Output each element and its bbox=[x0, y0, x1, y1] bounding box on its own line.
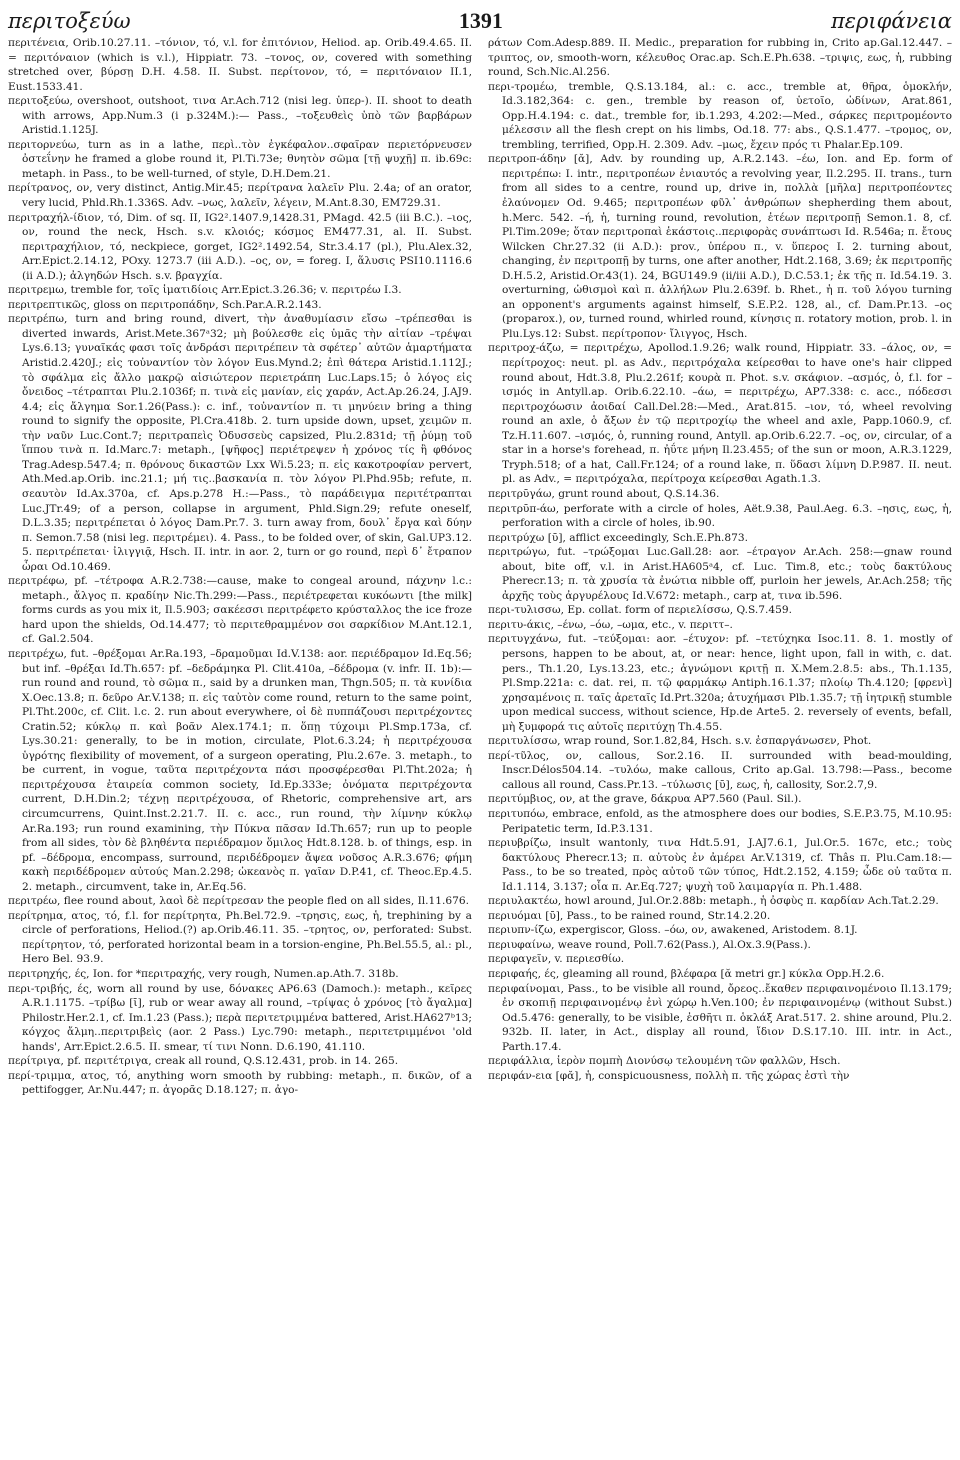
left-column bbox=[8, 36, 472, 1098]
page-number: 1391 bbox=[458, 8, 503, 33]
dictionary-entry: περιτροχ-άζω, = περιτρέχω, Apollod.1.9.26; walk round, Hippiatr. 33. –άλος, ον, = περίτροχος: neut. pl. as Adv., περιτρόχαλα κείρεσθαι to have one's hair clipped round about, Hdt.3.8, Plu.2.261f; κουρὰ π. Phot. s.v. σκάφιον. –ασμός, ὁ, f.l. for –ισμός in Antyll.ap. Orib.6.22.10. –άω, = περιτρέχω, AP7.338: c. acc., πόδεσσι περιτροχόωσιν ἀοιδαί Call.Del.28:—Med., Arat.815. –ιον, τό, wheel revolving round an axle, ὁ ἄξων ἐν τῷ περιτροχίῳ the wheel and axle, Papp.1060.9, cf. Tz.H.11.607. –ισμός, ὁ, running round, Antyll. ap.Orib.6.22.7. –ος, ον, circular, of a star in a horse's forehead, π. ἠΰτε μήνη Il.23.455; of the sun or moon, A.R.3.1229, Tryph.518; of a hat, Call.Fr.124; of a round lake, π. ὕδασι λίμνη D.P.987. II. neut. pl. as Adv., = περιτρόχαλα, περίτροχα κείρεσθαι Agath.1.3. bbox=[488, 342, 952, 486]
dictionary-entry: περιτρεμω, tremble for, τοῖς ἱματιδίοις Arr.Epict.3.26.36; v. περιτρέω I.3. bbox=[8, 284, 402, 297]
dictionary-entry: περιτρύχω [ῡ], afflict exceedingly, Sch.E.Ph.873. bbox=[488, 531, 748, 544]
entry-continuation: ράτων Com.Adesp.889. II. Medic., preparation for rubbing in, Crito ap.Gal.12.447. –τριπτος, ον, smooth-worn, κέλευθος Orac.ap. Sch.E.Ph.638. –τριψις, εως, ἡ, rubbing round, Sch.Nic.Al.256. bbox=[488, 37, 952, 79]
two-column-body bbox=[8, 36, 952, 1098]
dictionary-entry: περίτριγα, pf. περιτέτριγα, creak all round, Q.S.12.431, prob. in 14. 265. bbox=[8, 1055, 399, 1068]
dictionary-entry: περιτρώγω, fut. –τρώξομαι Luc.Gall.28: aor. –έτραγον Ar.Ach. 258:—gnaw round about, bite off, v.l. in Arist.HA605ᵃ4, cf. Luc. Tim.8, etc.; τοὺς δακτύλους Pherecr.13; π. τὰ χρυσία τὰ ἐνώτια nibble off, purloin her jewels, Ar.Ach.258; τῆς ἀρχῆς τοὺς ἀργυρέλους Id.V.672: metaph., carp at, τινα ib.596. bbox=[488, 546, 952, 602]
dictionary-entry: περιτορνεύω, turn as in a lathe, περὶ..τὸν ἐγκέφαλον..σφαῖραν περιετόρνευσεν ὀστεΐνην he framed a globe round it, Pl.Ti.73e; θνητὸν σῶμα [τῇ ψυχῇ] π. ib.69c: metaph. in Pass., to be well-turned, of style, D.H.Dem.21. bbox=[8, 138, 472, 180]
dictionary-entry: περιυλακτέω, howl around, Jul.Or.2.88b: metaph., ἡ ὀσφὺς π. καρδίαν Ach.Tat.2.29. bbox=[488, 895, 939, 908]
dictionary-entry: περιυβρίζω, insult wantonly, τινα Hdt.5.91, J.AJ7.6.1, Jul.Or.5. 167c, etc.; τοὺς δακτύλους Pherecr.13; π. αὐτοὺς ἐν ἀμέρει Ar.V.1319, cf. Thâs π. Plu.Cam.18:—Pass., to be so treated, πρὸς αὐτοῦ τῶν τύπος, Hdt.2.152, 4.159; ὧδε οὐ ταῦτα π. Id.1.114, 3.137; οἷα π. Ar.Eq.727; ψυχὴ τοῦ λαιμαργία π. Ph.1.488. bbox=[488, 837, 952, 893]
dictionary-entry: περιτυλίσσω, wrap round, Sor.1.82,84, Hsch. s.v. ἐσπαργάνωσεν, Phot. bbox=[488, 735, 872, 748]
dictionary-entry: περι-τυλισσω, Ep. collat. form of περιελίσσω, Q.S.7.459. bbox=[488, 604, 792, 617]
dictionary-entry: περιτύμβιος, ον, at the grave, δάκρυα AP7.560 (Paul. Sil.). bbox=[488, 793, 802, 806]
dictionary-entry: περιτραχήλ-ίδιον, τό, Dim. of sq. II, IG2².1407.9,1428.31, PMagd. 42.5 (iii B.C.). –ιος, ον, round the neck, Hsch. s.v. κλοιός; κόσμος EM477.31, al. II. Subst. περιτραχήλιον, τό, neckpiece, gorget, IG2².1492.54, Str.3.4.17 (pl.), Plu.Alex.32, Arr.Epict.2.14.12, POxy. 1273.7 (iii A.D.). –ος, ον, = foreg. I, ἅλυσις PSI10.1116.6 (ii A.D.); ἀλγηδών Hsch. s.v. βραγχία. bbox=[8, 211, 472, 282]
dictionary-entry: περι-τρομέω, tremble, Q.S.13.184, al.: c. acc., tremble at, θῆρα, ὁμοκλήν, Id.3.182,364: c. gen., tremble by reason of, ὑετοῖο, ὠδίνων, Arat.861, Opp.H.4.194: c. dat., tremble for, ib.1.293, 4.202:—Med., σάρκες περιτρομέοντο μέλεσσιν all the flesh crept on his limbs, Od.18. 77: abs., Q.S.1.477. –τρομος, ον, trembling, terrified, Opp.H. 2.309. Adv. –μως, ἔχειν πρός τι Phalar.Ep.109. bbox=[488, 80, 952, 151]
dictionary-entry: περί-τῦλος, ον, callous, Sor.2.16. II. surrounded with bead-moulding, Inscr.Délos504.14. –τυλόω, make callous, Crito ap.Gal. 13.798:—Pass., become callous all round, Cass.Pr.13. –τύλωσις [ῡ], εως, ἡ, callosity, Sor.2.7,9. bbox=[488, 749, 952, 791]
dictionary-entry: περιτρέω, flee round about, λαοὶ δὲ περίτρεσαν the people fled on all sides, Il.11.676. bbox=[8, 895, 469, 908]
dictionary-entry: περιφαγεῖν, v. περιεσθίω. bbox=[488, 953, 625, 966]
dictionary-entry: περιυπν-ίζω, expergiscor, Gloss. –όω, ον, awakened, Aristodem. 8.1J. bbox=[488, 924, 858, 937]
dictionary-entry: περί-τριμμα, ατος, τό, anything worn smooth by rubbing: metaph., π. δικῶν, of a pettifogger, Ar.Nu.447; π. ἀγορᾶς D.18.127; π. ἀγο- bbox=[8, 1069, 472, 1097]
dictionary-entry: περιφαίνομαι, Pass., to be visible all round, ὄρεος..ἔκαθεν περιφαινομένοιο Il.13.179; ἐν σκοπιῇ περιφαινομένῳ ἐνὶ χώρῳ h.Ven.100; ἐν περιφαινομένῳ (without Subst.) Od.5.476: generally, to be visible, ἐσθῆτι π. ὁκλάξ Arat.517. 2. shine around, Plu.2. 932b. II. later, in Act., display all round, ἴδιον D.S.17.10. III. intr. in Act., Parth.17.4. bbox=[488, 982, 952, 1053]
dictionary-entry: περιτυ-άκις, –ένω, –όω, –ωμα, etc., v. περιττ–. bbox=[488, 618, 733, 631]
dictionary-entry: περιυόμαι [ῡ], Pass., to be rained round, Str.14.2.20. bbox=[488, 909, 771, 922]
entry-continuation: περιτένεια, Orib.10.27.11. –τόνιον, τό, v.l. for ἐπιτόνιον, Heliod. ap. Orib.49.4.65. II. = περιτόναιον (which is v.l.), Hippiatr. 73. –τονος, ον, covered with something stretched over, βύρσῃ D.H. 4.58. II. Subst. περίτονον, τό, = περιτόναιον II.1, Eust.1533.41. bbox=[8, 37, 472, 93]
dictionary-entry: περίτρημα, ατος, τό, f.l. for περίτρητα, Ph.Bel.72.9. –τρησις, εως, ἡ, trephining by a circle of perforations, Heliod.(?) ap.Orib.46.11. 35. –τρητος, ον, perforated: Subst. περίτρητον, τό, perforated horizontal beam in a torsion-engine, Ph.Bel.55.5, al.: pl., Hero Bel. 93.9. bbox=[8, 909, 472, 966]
dictionary-entry: περιτυπόω, embrace, enfold, as the atmosphere does our bodies, S.E.P.3.75, M.10.95: Peripatetic term, Id.P.3.131. bbox=[488, 807, 952, 835]
dictionary-entry: περιτρέχω, fut. –θρέξομαι Ar.Ra.193, –δραμοῦμαι Id.V.138: aor. περιέδραμον Id.Eq.56; but inf. –θρέξαι Id.Th.657: pf. –δεδράμηκα Pl. Clit.410a, –δέδρομα (v. infr. II. 1b):—run round and round, τὸ σῶμα π., said by a drunken man, Thgn.505; π. τὰ κυνίδια X.Oec.13.8; π. δεῦρο Ar.V.138; π. εἰς ταὐτὸν come round, return to the same point, Pl.Tht.200c, cf. Clit. l.c. 2. run about everywhere, οἱ δὲ πυππάζουσι περιτρέχοντες Cratin.52; κύκλῳ π. καὶ βοᾶν Alex.174.1; π. ὅπῃ τύχοιμι Pl.Smp.173a, cf. Lys.30.21: generally, to be in motion, circulate, Plot.6.3.24; ἡ περιτρέχουσα ὑγρότης flexibility of movement, of a surgeon operating, Plu.2.67e. 3. metaph., to be current, in vogue, ταῦτα περιτρέχοντα πάσι προσφέρεσθαι Pl.Tht.202a; ἡ περιτρέχουσα ἑταιρεία common society, Id.Ep.333e; ὀνόματα περιτρέχοντα current, D.H.Din.2; τέχνῃ περιτρέχουσα, of Rhetoric, comprehensive art, ars circumcurrens, Quint.Inst.2.21.7. II. c. acc., run round, τὴν λίμνην κύκλῳ Ar.Ra.193; run round examining, τὴν Πύκνα πᾶσαν Id.Th.657; run up to people from all sides, τὸν δὲ βληθέντα περιέδραμον ὅμιλος Hdt.8.128. b. of things, esp. in pf. –δέδρομα, encompass, surround, περιδέδρομεν ἄψεα νοῦσος A.R.3.676; φήμη κακὴ περιδέδρομεν αὐτούς Man.2.298; ὠκεανὸς π. γαῖαν D.P.41, cf. Theoc.Ep.4.5. 2. metaph., circumvent, take in, Ar.Eq.56. bbox=[8, 647, 472, 893]
dictionary-entry: περιφάν-εια [φᾰ], ἡ, conspicuousness, πολλὴ π. τῆς χώρας ἐστὶ τὴν bbox=[488, 1069, 850, 1082]
header-first-word: περιτοξεύω bbox=[8, 9, 131, 33]
running-head bbox=[8, 8, 952, 34]
header-last-word: περιφάνεια bbox=[830, 9, 952, 33]
dictionary-entry: περιτυγχάνω, fut. –τεύξομαι: aor. –έτυχον: pf. –τετύχηκα Isoc.11. 8. 1. mostly of persons, happen to be about, at, or near: hence, light upon, fall in with, c. dat. pers., Th.1.20, Lys.13.23, etc.; ἀγνώμονι κριτῇ π. X.Mem.2.8.5: abs., Th.1.135, Pl.Smp.221a: c. dat. rei, π. τῷ φαρμάκῳ Antiph.16.1.37; πλοίῳ Th.4.120; [φρενὶ] χρησαμένοις π. ταῖς ἀρεταῖς Id.Prt.320a; ἀτυχήμασι Plb.1.35.7; τῇ ἰητρικῇ stumble upon medical success, without science, Hp.de Arte5. 2. reversely of events, befall, μὴ ξυμφορά τις αὐτοῖς περιτύχῃ Th.4.55. bbox=[488, 633, 952, 733]
dictionary-entry: περιτρεπτικῶς, gloss on περιτροπάδην, Sch.Par.A.R.2.143. bbox=[8, 298, 322, 311]
dictionary-entry: περιτοξεύω, overshoot, outshoot, τινα Ar.Ach.712 (nisi leg. ὑπερ-). II. shoot to death with arrows, App.Num.3 (i p.324M.):— Pass., –τοξευθεὶς ὑπὸ τῶν βαρβάρων Aristid.1.125J. bbox=[8, 95, 472, 137]
dictionary-entry: περιτρηχής, ές, Ion. for *περιτραχής, very rough, Numen.ap.Ath.7. 318b. bbox=[8, 968, 399, 980]
right-column bbox=[488, 36, 952, 1098]
dictionary-entry: περιφαής, ές, gleaming all round, βλέφαρα [ᾰ metri gr.] κύκλα Opp.H.2.6. bbox=[488, 968, 885, 980]
dictionary-entry: περίτρανος, ον, very distinct, Antig.Mir.45; περίτρανα λαλεῖν Plu. 2.4a; of an orator, very lucid, Phld.Rh.1.336S. Adv. –νως, λαλεῖν, λέγειν, M.Ant.8.30, EM729.31. bbox=[8, 182, 472, 210]
dictionary-entry: περιτρέφω, pf. –τέτροφα A.R.2.738:—cause, make to congeal around, πάχνην l.c.: metaph., ἄλγος π. κραδίην Nic.Th.299:—Pass., περιέτρεφεται κυκόωντι [the milk] forms curds as you mix it, Il.5.903; σακέεσσι περιτρέφετο κρύσταλλος the ice froze hard upon the shields, Od.14.477; τὸ περιτεθραμμένον σοι σαρκίδιον M.Ant.12.1, cf. Gal.2.504. bbox=[8, 575, 472, 646]
dictionary-entry: περιτρέπω, turn and bring round, divert, τὴν ἀναθυμίασιν εἴσω –τρέπεσθαι is diverted inwards, Arist.Mete.367ᵃ32; μὴ βούλεσθε εἰς ὑμᾶς τὴν αἰτίαν –τρέψαι Lys.6.13; γυναῖκάς φασι τοῖς ἀνδράσι περιτρέπειν τὰ σφέτερ᾽ αὐτῶν ἁμαρτήματα Aristid.2.420J.; εἰς τοὐναντίον τὸν λόγον Eus.Mynd.2; ἐπὶ θάτερα Aristid.1.112J.; τὸ σφάλμα εἰς ἄλλο μακρῷ αἰσιώτερον περιετράπη Luc.Laps.15; ὁ λόγος εἰς ὄνειδος –τέτραπται Plu.2.1036f; π. τινὰ εἰς μανίαν, εἰς χαράν, Act.Ap.26.24, J.AJ9. 4.4; εἰς ἄλγημα Sor.1.26(Pass.): c. inf., τοὐναντίον π. τι μηνύειν bring a thing round to signify the opposite, Pl.Cra.418b. 2. turn upside down, upset, χειμῶν π. τὴν ναῦν Luc.Cont.7; περιτραπεὶς Ὀδυσσεὺς capsized, Plu.2.831d; τῇ ῥύμῃ τοῦ ἵππου τινὰ π. Id.Marc.7: metaph., [ψῆφος] περιέτρεψεν ἡ χρόνος τίς ἢ φθόνος Trag.Adesp.547.4; π. θρόνους δικαστῶν Lxx Wi.5.23; π. εἰς κακοτροφίαν pervert, Ath.Med.ap.Orib. inc.21.1; μή τις..βασκανία π. τὸν λόγον Pl.Phd.95b; refute, π. σεαυτὸν Id.Ax.370a, cf. Aps.p.278 H.:—Pass., τὸ παράδειγμα περιτέτραπται Luc.JTr.49; of a person, collapse in argument, Phld.Sign.29; refute oneself, D.L.3.35; περιτρέπεται ὁ λόγος Dam.Pr.7. 3. turn away from, δουλ᾽ ἔργα καὶ δύην π. Semon.7.58 (nisi leg. περιτρέμει). 4. Pass., to be folded over, of skin, Gal.UP3.12. 5. περιτρέπεται· ἰλιγγιᾷ, Hsch. II. intr. in aor. 2, turn or go round, περὶ δ᾽ ἔτραπον ὧραι Od.10.469. bbox=[8, 313, 472, 573]
dictionary-entry: περιτροπ-άδην [ᾰ], Adv. by rounding up, A.R.2.143. –έω, Ion. and Ep. form of περιτρέπω: I. intr., περιτροπέων ἐνιαυτός a revolving year, Il.2.295. II. trans., turn from all sides to a centre, round up, drive in, πολλὰ [μῆλα] περιτροπέοντες ἐλαύνομεν Od. 9.465; περιτροπέων φῦλ᾽ ἀνθρώπων shepherding them about, h.Merc. 542. –ή, ἡ, turning round, revolution, ἐτέων περιτροπῇ Semon.1. 8, cf. Pl.Tim.209e; ὅταν περιτροπαὶ ἑκάστοις..περιφορὰς συνάπτωσι Id. R.546a; π. ἔτους Wilcken Chr.27.32 (ii A.D.): prov., ὑπέρου π., v. ὕπερος I. 2. turning about, changing, ἐν περιτροπῇ by turns, one after another, Hdt.2.168, 3.69; ἐκ περιτροπῆς D.H.5.2, Aristid.Or.43(1). 24, BGU149.9 (ii/iii A.D.), D.C.53.1; ἐκ τῆς π. Id.54.19. 3. overturning, ὠθισμοὶ καὶ π. ἀλλήλων Plu.2.639f. b. Rhet., ἡ π. τοῦ λόγου turning an opponent's arguments against himself, S.E.P.2. 128, al., cf. Dam.Pr.13. –ος (proparox.), ον, turned round, whirled round, κίνησις π. rotatory motion, prob. l. in Plu.Lys.12: Subst. περίτροπον· ἴλιγγος, Hsch. bbox=[488, 153, 952, 340]
dictionary-entry: περιφάλλια, ἱερὸν πομπὴ Διονύσῳ τελουμένη τῶν φαλλῶν, Hsch. bbox=[488, 1055, 841, 1068]
dictionary-entry: περιτρῡγάω, grunt round about, Q.S.14.36. bbox=[488, 487, 720, 500]
dictionary-entry: περιτρῡπ-άω, perforate with a circle of holes, Aët.9.38, Paul.Aeg. 6.3. –ησις, εως, ἡ, perforation with a circle of holes, ib.90. bbox=[488, 502, 952, 530]
dictionary-entry: περιυφαίνω, weave round, Poll.7.62(Pass.), Al.Ox.3.9(Pass.). bbox=[488, 938, 811, 951]
dictionary-entry: περι-τριβής, ές, worn all round by use, δόνακες AP6.63 (Damoch.): metaph., κεῖρες A.R.1.1175. –τρίβω [ῑ], rub or wear away all round, –τρίψας ὁ χρόνος [τὸ ἄγαλμα] Philostr.Her.2.1, cf. Im.1.23 (Pass.); περὰ περιτετριμμένα battered, Arist.HA627ᵇ13; κόγχος ἄλμη..περιτριβεὶς (aor. 2 Pass.) Lyc.790: metaph., περιτετριμμένοι 'old hands', Arr.Epict.2.6.5. II. smear, τί τινι Nonn. D.6.190, 41.110. bbox=[8, 982, 472, 1053]
